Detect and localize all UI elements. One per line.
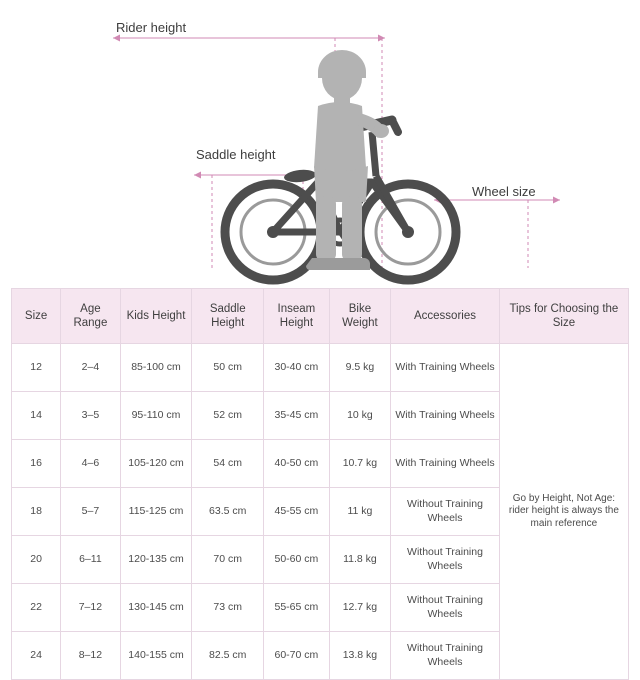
cell-age: 3–5	[61, 392, 120, 440]
cell-inseam: 40-50 cm	[264, 440, 330, 488]
cell-weight: 11.8 kg	[329, 536, 390, 584]
bike-sizing-illustration	[0, 0, 640, 286]
cell-saddle-height: 70 cm	[192, 536, 264, 584]
cell-kids-height: 140-155 cm	[120, 632, 192, 680]
header-kids-height: Kids Height	[120, 289, 192, 344]
table-row	[12, 344, 629, 392]
header-tips: Tips for Choosing the Size	[499, 289, 628, 344]
cell-accessories: Without Training Wheels	[391, 536, 500, 584]
cell-age: 2–4	[61, 344, 120, 392]
cell-saddle-height: 50 cm	[192, 344, 264, 392]
cell-saddle-height: 54 cm	[192, 440, 264, 488]
cell-inseam: 60-70 cm	[264, 632, 330, 680]
cell-age: 5–7	[61, 488, 120, 536]
cell-saddle-height: 82.5 cm	[192, 632, 264, 680]
cell-size: 24	[12, 632, 61, 680]
cell-inseam: 35-45 cm	[264, 392, 330, 440]
cell-accessories: With Training Wheels	[391, 440, 500, 488]
cell-age: 4–6	[61, 440, 120, 488]
illustration-svg	[0, 0, 640, 286]
cell-accessories: Without Training Wheels	[391, 584, 500, 632]
cell-weight: 10 kg	[329, 392, 390, 440]
cell-weight: 10.7 kg	[329, 440, 390, 488]
cell-accessories: Without Training Wheels	[391, 488, 500, 536]
cell-kids-height: 105-120 cm	[120, 440, 192, 488]
cell-size: 22	[12, 584, 61, 632]
cell-weight: 11 kg	[329, 488, 390, 536]
header-bike-weight: Bike Weight	[329, 289, 390, 344]
cell-accessories: With Training Wheels	[391, 392, 500, 440]
rider-height-label: Rider height	[116, 20, 187, 35]
cell-size: 12	[12, 344, 61, 392]
table-header-row	[12, 289, 629, 344]
header-size: Size	[12, 289, 61, 344]
cell-kids-height: 120-135 cm	[120, 536, 192, 584]
cell-age: 6–11	[61, 536, 120, 584]
cell-kids-height: 130-145 cm	[120, 584, 192, 632]
cell-age: 7–12	[61, 584, 120, 632]
wheel-size-label: Wheel size	[472, 184, 536, 199]
header-inseam-height: Inseam Height	[264, 289, 330, 344]
cell-kids-height: 85-100 cm	[120, 344, 192, 392]
header-accessories: Accessories	[391, 289, 500, 344]
cell-age: 8–12	[61, 632, 120, 680]
cell-accessories: With Training Wheels	[391, 344, 500, 392]
size-chart-table	[11, 288, 629, 680]
saddle-height-label: Saddle height	[196, 147, 276, 162]
cell-size: 20	[12, 536, 61, 584]
cell-kids-height: 95-110 cm	[120, 392, 192, 440]
cell-weight: 12.7 kg	[329, 584, 390, 632]
header-age-range: Age Range	[61, 289, 120, 344]
cell-kids-height: 115-125 cm	[120, 488, 192, 536]
cell-inseam: 55-65 cm	[264, 584, 330, 632]
cell-size: 16	[12, 440, 61, 488]
cell-inseam: 50-60 cm	[264, 536, 330, 584]
header-saddle-height: Saddle Height	[192, 289, 264, 344]
cell-size: 14	[12, 392, 61, 440]
cell-size: 18	[12, 488, 61, 536]
cell-inseam: 45-55 cm	[264, 488, 330, 536]
cell-tips: Go by Height, Not Age: rider height is always the main reference	[499, 344, 628, 680]
cell-weight: 9.5 kg	[329, 344, 390, 392]
cell-weight: 13.8 kg	[329, 632, 390, 680]
cell-saddle-height: 63.5 cm	[192, 488, 264, 536]
cell-inseam: 30-40 cm	[264, 344, 330, 392]
cell-accessories: Without Training Wheels	[391, 632, 500, 680]
cell-saddle-height: 73 cm	[192, 584, 264, 632]
cell-saddle-height: 52 cm	[192, 392, 264, 440]
